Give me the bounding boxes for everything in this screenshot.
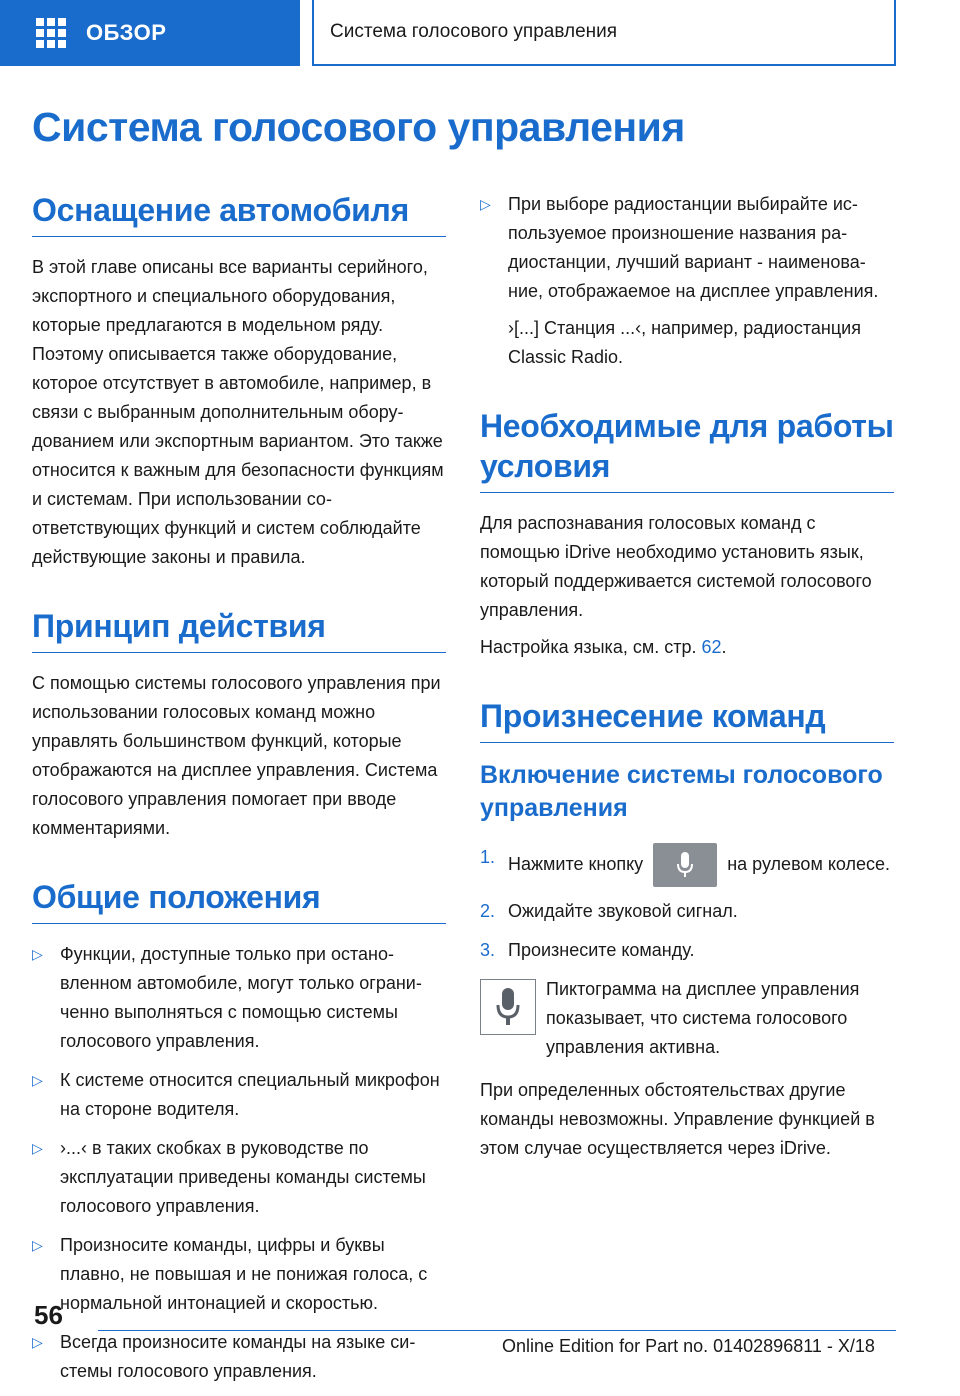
steps-list — [480, 843, 894, 965]
list-item — [32, 1134, 446, 1221]
tab-current-section[interactable] — [312, 0, 896, 66]
triangle-bullet-icon: ▷ — [32, 946, 43, 962]
list-item — [32, 1231, 446, 1318]
footer-edition: Online Edition for Part no. 01402896811 - X/18 — [502, 1336, 875, 1356]
section-title-commands: Произнесение команд — [480, 696, 894, 743]
radio-example: ›[...] Станция ...‹, например, радиостанция Classic Radio. — [508, 318, 861, 367]
left-column — [32, 190, 446, 1396]
list-item — [480, 190, 894, 306]
step-text: Произнесите команду. — [508, 940, 695, 960]
tab-overview-label: ОБЗОР — [86, 20, 167, 45]
step-text: Ожидайте звуковой сигнал. — [508, 901, 738, 921]
step-item — [480, 843, 894, 887]
list-item — [32, 1328, 446, 1386]
pictogram-text: Пиктограмма на дисплее управления показывает, что система голосового управления активна. — [546, 979, 860, 1057]
step-item — [480, 936, 894, 965]
language-reference-text: Настройка языка, см. стр. — [480, 637, 702, 657]
tab-overview[interactable] — [0, 0, 300, 66]
triangle-bullet-icon: ▷ — [32, 1237, 43, 1253]
section-text-commands: При определенных обстоятельствах другие команды невозможны. Управление функцией в этом случае осуществляется через iDrive. — [480, 1080, 875, 1158]
list-item — [32, 940, 446, 1056]
section-text-equipment: В этой главе описаны все варианты серийного, экспортного и специального оборудования, которые предлагаются в модельном ряду. Поэтому описывается также оборудование, которое отсутствует в автомобиле, например, в связи с выбранным дополнительным оборудованием или экспортным вариантом. Это также относится к важным для безопасности функциям и системам. При использовании соответствующих функций и систем соблюдайте действующие законы и правила. — [32, 257, 444, 567]
step-number: 1. — [480, 847, 496, 867]
section-text-principle: С помощью системы голосового управления при использовании голосовых команд можно управлять большинством функций, которые отображаются на дисплее управления. Система голосового управления помогает при вводе комментариями. — [32, 673, 441, 838]
section-title-general: Общие положения — [32, 877, 446, 924]
language-reference — [480, 633, 894, 662]
list-item — [32, 1066, 446, 1124]
step-number: 2. — [480, 901, 496, 921]
grid-icon — [36, 18, 66, 48]
voice-button — [653, 843, 717, 887]
section-title-conditions: Необходимые для работы условия — [480, 406, 894, 493]
list-item-text: Всегда произносите команды на языке системы голосового управления. — [60, 1332, 416, 1381]
microphone-icon — [480, 979, 536, 1035]
triangle-bullet-icon: ▷ — [480, 196, 491, 212]
step-text: Нажмите кнопку — [508, 853, 644, 874]
language-reference-suffix: . — [721, 637, 727, 657]
pictogram-note — [480, 975, 894, 1062]
list-item-text: ›...‹ в таких скобках в руководстве по эксплуатации приведены команды системы голосового управления. — [60, 1138, 426, 1216]
page-link[interactable]: 62 — [701, 637, 722, 657]
section-text-conditions: Для распознавания голосовых команд с помощью iDrive необходимо установить язык, который поддерживается системой голосового управления. — [480, 513, 872, 620]
microphone-icon — [677, 852, 693, 878]
tab-current-section-label: Система голосового управления — [330, 21, 618, 42]
section-title-equipment: Оснащение автомобиля — [32, 190, 446, 237]
triangle-bullet-icon: ▷ — [32, 1334, 43, 1350]
step-text: на рулевом колесе. — [727, 853, 891, 874]
section-title-principle: Принцип действия — [32, 606, 446, 653]
footer-divider — [98, 1330, 896, 1331]
radio-list — [480, 190, 894, 306]
general-list — [32, 940, 446, 1386]
top-navigation — [0, 0, 960, 68]
page-number: 56 — [34, 1300, 63, 1330]
right-column — [480, 190, 894, 1163]
page-title: Система голосового управления — [32, 104, 685, 150]
list-item-text: К системе относится специальный микрофон на стороне водителя. — [60, 1070, 440, 1119]
list-item-text: Произносите команды, цифры и буквы плавно, не повышая и не понижая голоса, с нормальной интонацией и скоростью. — [60, 1235, 428, 1313]
step-number: 3. — [480, 940, 496, 960]
subsection-title-activate: Включение системы голосового управления — [480, 761, 883, 822]
triangle-bullet-icon: ▷ — [32, 1072, 43, 1088]
list-item-text: Функции, доступные только при остановленном автомобиле, могут только ограниченно выполняться с помощью системы голосового управления. — [60, 944, 422, 1051]
list-item-text: При выборе радиостанции выбирайте используемое произношение названия радиостанции, лучший вариант - наименование, отображаемое на дисплее управления. — [508, 194, 879, 301]
step-item — [480, 897, 894, 926]
triangle-bullet-icon: ▷ — [32, 1140, 43, 1156]
